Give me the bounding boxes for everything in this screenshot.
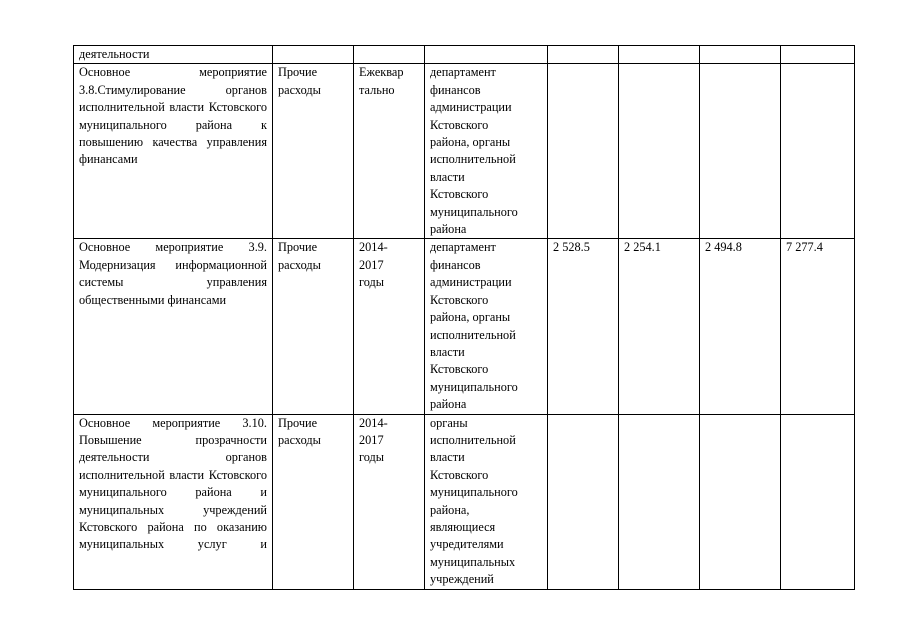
activity-cell <box>74 46 273 64</box>
executor-cell-line: Кстовского <box>430 362 489 377</box>
executor-cell-line: района <box>430 222 467 237</box>
expense-type-cell <box>273 239 354 414</box>
table-row <box>74 46 855 64</box>
executor-cell-line: финансов <box>430 82 481 97</box>
period-cell-line: 2017 <box>359 432 384 447</box>
period-cell-line: 2017 <box>359 257 384 272</box>
activity-cell-line: Основное мероприятие 3.8.Стимулирование органов исполнительной власти Кстовского муниципального района к повышению качества управления финансами <box>79 65 267 167</box>
executor-cell-line: департамент <box>430 240 496 255</box>
executor-cell-line: департамент <box>430 65 496 80</box>
executor-cell-line: исполнительной <box>430 152 516 167</box>
executor-cell-line: муниципальных <box>430 554 516 569</box>
expense-type-cell-line: Прочие <box>278 65 318 80</box>
amount-cell-1 <box>548 64 619 239</box>
period-cell <box>354 239 425 414</box>
amount-cell-2 <box>619 414 700 589</box>
amount-cell-1 <box>548 46 619 64</box>
period-cell-line: 2014- <box>359 415 388 430</box>
executor-cell-line: власти <box>430 169 465 184</box>
executor-cell-line: района, <box>430 502 470 517</box>
amount-cell-2 <box>619 46 700 64</box>
executor-cell-line: района, органы <box>430 310 511 325</box>
executor-cell <box>425 239 548 414</box>
executor-cell-line: Кстовского <box>430 117 489 132</box>
expense-type-cell-line: расходы <box>278 257 321 272</box>
amount-cell-1: 2 528.5 <box>548 239 619 414</box>
executor-cell <box>425 64 548 239</box>
executor-cell-line: Кстовского <box>430 292 489 307</box>
amount-cell-2 <box>619 64 700 239</box>
executor-cell <box>425 414 548 589</box>
table-body <box>74 46 855 590</box>
amount-cell-3 <box>700 414 781 589</box>
period-cell-line: тально <box>359 82 395 97</box>
period-cell-line: 2014- <box>359 240 388 255</box>
amount-total-cell <box>781 64 855 239</box>
activity-cell-line: Основное мероприятие 3.10. Повышение прозрачности деятельности органов исполнительной власти Кстовского муниципального района и муниципальных учреждений Кстовского района по оказанию муниципальных услуг и <box>79 415 267 552</box>
activity-cell-line: Основное мероприятие 3.9. Модернизация информационной системы управления общественными финансами <box>79 240 267 307</box>
executor-cell-line: финансов <box>430 257 481 272</box>
expense-type-cell <box>273 414 354 589</box>
executor-cell-line: Кстовского <box>430 187 489 202</box>
executor-cell-line: муниципального <box>430 485 518 500</box>
expense-type-cell-line: Прочие <box>278 240 318 255</box>
executor-cell-line: власти <box>430 450 465 465</box>
executor-cell-line: муниципального <box>430 204 518 219</box>
expense-type-cell <box>273 64 354 239</box>
executor-cell-line: являющиеся <box>430 519 496 534</box>
executor-cell-line: района, органы <box>430 135 511 150</box>
table-row <box>74 414 855 589</box>
expense-type-cell-line: Прочие <box>278 415 318 430</box>
executor-cell-line: Кстовского <box>430 467 489 482</box>
executor-cell-line: исполнительной <box>430 432 516 447</box>
amount-cell-3 <box>700 46 781 64</box>
executor-cell-line: администрации <box>430 100 512 115</box>
period-cell-line: годы <box>359 275 385 290</box>
period-cell <box>354 64 425 239</box>
period-cell-line: Ежеквар <box>359 65 404 80</box>
amount-total-cell <box>781 414 855 589</box>
amount-cell-1 <box>548 414 619 589</box>
expense-type-cell-line: расходы <box>278 82 321 97</box>
executor-cell-line: исполнительной <box>430 327 516 342</box>
executor-cell-line: муниципального <box>430 379 518 394</box>
amount-cell-3 <box>700 64 781 239</box>
table-row <box>74 64 855 239</box>
expense-type-cell-line: расходы <box>278 432 321 447</box>
period-cell-line: годы <box>359 450 385 465</box>
amount-cell-3: 2 494.8 <box>700 239 781 414</box>
executor-cell <box>425 46 548 64</box>
activity-cell <box>74 239 273 414</box>
executor-cell-line: власти <box>430 344 465 359</box>
expense-type-cell <box>273 46 354 64</box>
table-row <box>74 239 855 414</box>
period-cell <box>354 414 425 589</box>
activity-cell <box>74 64 273 239</box>
executor-cell-line: администрации <box>430 275 512 290</box>
activity-cell <box>74 414 273 589</box>
executor-cell-line: учреждений <box>430 572 494 587</box>
amount-total-cell <box>781 46 855 64</box>
amount-total-cell: 7 277.4 <box>781 239 855 414</box>
executor-cell-line: района <box>430 397 467 412</box>
period-cell <box>354 46 425 64</box>
executor-cell-line: учредителями <box>430 537 504 552</box>
program-activities-table <box>73 45 855 590</box>
activity-cell-line: деятельности <box>79 47 150 61</box>
amount-cell-2: 2 254.1 <box>619 239 700 414</box>
executor-cell-line: органы <box>430 415 468 430</box>
